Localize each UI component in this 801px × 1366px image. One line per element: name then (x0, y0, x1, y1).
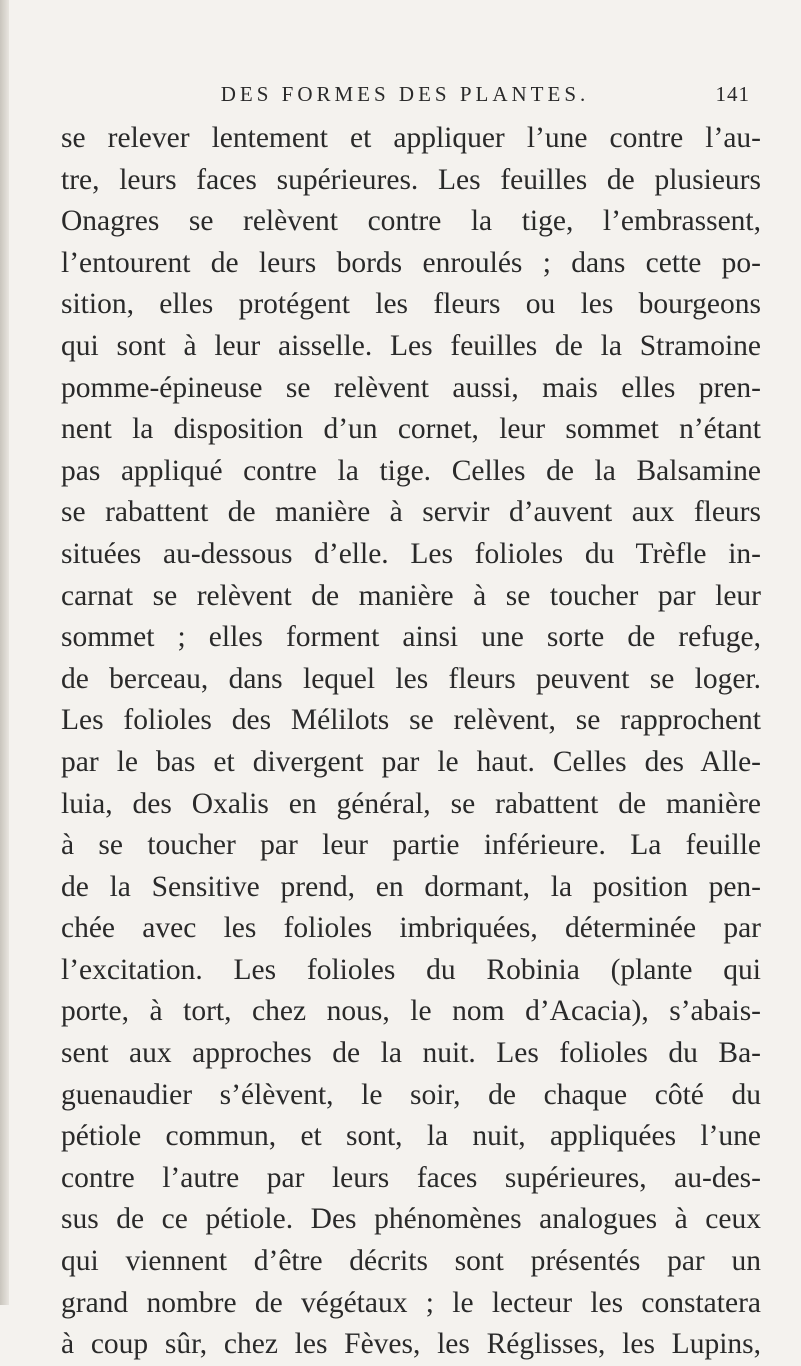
text-line: l’excitation. Les folioles du Robinia (plante qui (61, 953, 761, 986)
text-line: à coup sûr, chez les Fèves, les Réglisses, les Lupins, (61, 1328, 761, 1361)
text-line: sommet ; elles forment ainsi une sorte de refuge, (61, 621, 761, 654)
text-line: sition, elles protégent les fleurs ou les bourgeons (61, 288, 761, 321)
text-line: par le bas et divergent par le haut. Celles des Alle- (61, 745, 761, 778)
text-line: sus de ce pétiole. Des phénomènes analogues à ceux (61, 1203, 761, 1236)
text-line: à se toucher par leur partie inférieure. La feuille (61, 829, 761, 862)
running-title: DES FORMES DES PLANTES. (220, 82, 590, 106)
page-number: 141 (715, 82, 750, 106)
body-text (61, 118, 761, 1366)
text-line: se relever lentement et appliquer l’une contre l’au- (61, 122, 761, 154)
text-line: situées au-dessous d’elle. Les folioles du Trèfle in- (61, 537, 761, 570)
text-line: qui viennent d’être décrits sont présentés par un (61, 1245, 761, 1278)
page-edge (0, 0, 9, 1305)
text-line: porte, à tort, chez nous, le nom d’Acacia), s’abais- (61, 995, 761, 1028)
text-line: contre l’autre par leurs faces supérieures, au-des- (61, 1161, 761, 1194)
text-line: Les folioles des Mélilots se relèvent, se rapprochent (61, 704, 761, 737)
text-line: sent aux approches de la nuit. Les folioles du Ba- (61, 1037, 761, 1070)
text-line: pomme-épineuse se relèvent aussi, mais elles pren- (61, 371, 761, 404)
text-line: pas appliqué contre la tige. Celles de la Balsamine (61, 454, 761, 487)
text-line: grand nombre de végétaux ; le lecteur les constatera (61, 1286, 761, 1319)
text-line: tre, leurs faces supérieures. Les feuilles de plusieurs (61, 163, 761, 196)
text-line: luia, des Oxalis en général, se rabattent de manière (61, 787, 761, 820)
text-line: se rabattent de manière à servir d’auvent aux fleurs (61, 496, 761, 529)
text-line: nent la disposition d’un cornet, leur sommet n’étant (61, 413, 761, 446)
text-line: qui sont à leur aisselle. Les feuilles de la Stramoine (61, 329, 761, 362)
text-line: de la Sensitive prend, en dormant, la position pen- (61, 870, 761, 903)
text-line: Onagres se relèvent contre la tige, l’embrassent, (61, 205, 761, 238)
text-line: carnat se relèvent de manière à se toucher par leur (61, 579, 761, 612)
text-line: l’entourent de leurs bords enroulés ; dans cette po- (61, 246, 761, 279)
text-line: pétiole commun, et sont, la nuit, appliquées l’une (61, 1120, 761, 1153)
text-line: chée avec les folioles imbriquées, déterminée par (61, 912, 761, 945)
text-line: guenaudier s’élèvent, le soir, de chaque côté du (61, 1078, 761, 1111)
text-line: de berceau, dans lequel les fleurs peuvent se loger. (61, 662, 761, 695)
page-header (60, 78, 750, 118)
